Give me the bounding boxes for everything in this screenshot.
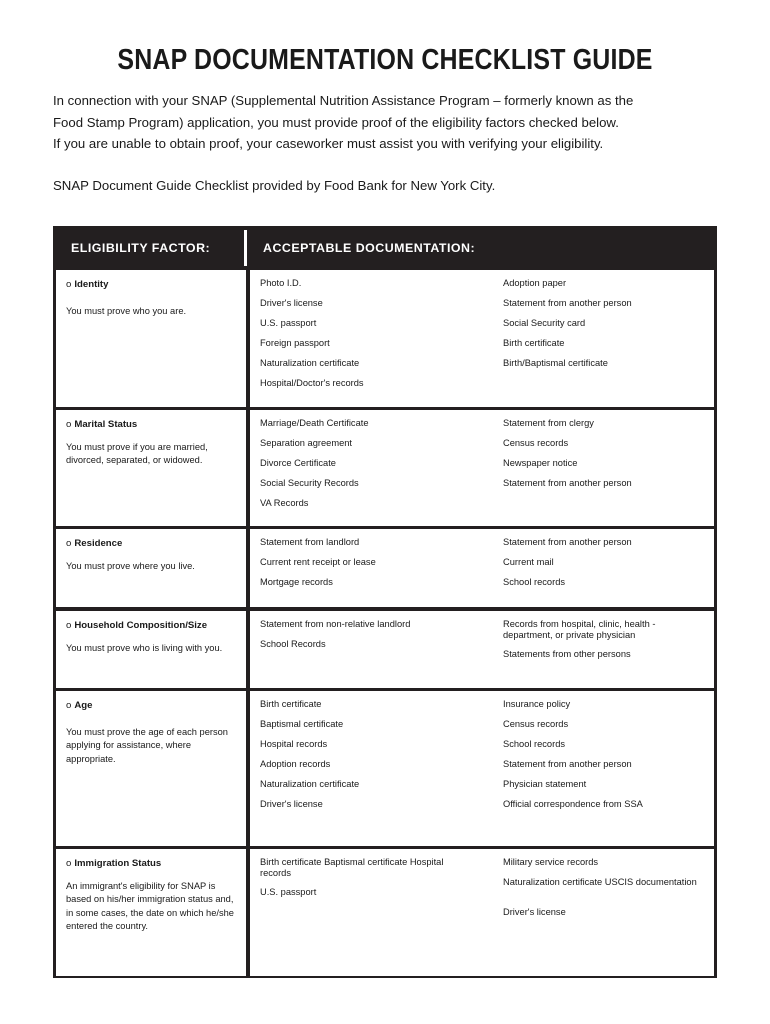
document-list-item: Statements from other persons (503, 649, 631, 659)
document-list-item: Social Security card (503, 318, 586, 328)
eligibility-factor-cell (56, 611, 246, 688)
acceptable-documentation-cell (250, 529, 714, 607)
document-list-item: Naturalization certificate (260, 779, 360, 789)
eligibility-factor-cell (56, 270, 246, 407)
document-list-item: Current mail (503, 557, 554, 567)
document-list-item: Statement from landlord (260, 537, 360, 547)
document-list-item: School Records (260, 639, 326, 649)
document-list-item: Insurance policy (503, 699, 571, 709)
header-acceptable-documentation: ACCEPTABLE DOCUMENTATION: (263, 241, 476, 255)
document-list-item: Newspaper notice (503, 458, 578, 468)
page-title: SNAP DOCUMENTATION CHECKLIST GUIDE (117, 44, 653, 76)
document-list-item: Census records (503, 438, 569, 448)
document-list-item: Records from hospital, clinic, health - department, or private physician (503, 619, 656, 640)
document-list-item: Census records (503, 719, 569, 729)
checkbox-bullet: o (66, 700, 72, 711)
factor-description: You must prove who is living with you. (66, 643, 223, 653)
document-list-item: Mortgage records (260, 577, 333, 587)
document-list-item: Birth/Baptismal certificate (503, 358, 608, 368)
checklist-item (66, 419, 137, 430)
document-list-item: Statement from non-relative landlord (260, 619, 411, 629)
intro-line: In connection with your SNAP (Supplemental Nutrition Assistance Program – formerly known as the (53, 93, 634, 108)
document-list-item: Foreign passport (260, 338, 330, 348)
eligibility-factor-cell (56, 529, 246, 607)
document-list-item: Marriage/Death Certificate (260, 418, 369, 428)
eligibility-factor-cell (56, 410, 246, 526)
document-list-item: Birth certificate (503, 338, 565, 348)
factor-name-text: Marital Status (74, 419, 138, 430)
document-list-item: VA Records (260, 498, 309, 508)
document-list-item: Driver's license (260, 298, 323, 308)
document-list-item: U.S. passport (260, 887, 317, 897)
checkbox-bullet: o (66, 419, 72, 430)
eligibility-factor-cell (56, 849, 246, 976)
header-divider (244, 230, 247, 266)
document-list-item: Photo I.D. (260, 278, 302, 288)
checkbox-bullet: o (66, 538, 72, 549)
document-list-item: Physician statement (503, 779, 587, 789)
document-list-item: Birth certificate Baptismal certificate Hospital records (260, 857, 444, 878)
document-list-item: Driver's license (260, 799, 323, 809)
factor-description: You must prove who you are. (66, 306, 187, 316)
checkbox-bullet: o (66, 620, 72, 631)
document-list-item: Social Security Records (260, 478, 359, 488)
document-list-item: Birth certificate (260, 699, 322, 709)
document-list-item: Statement from another person (503, 759, 632, 769)
document-list-item: Divorce Certificate (260, 458, 336, 468)
document-list-item: Baptismal certificate (260, 719, 344, 729)
document-list-item: Hospital records (260, 739, 328, 749)
acceptable-documentation-cell (250, 691, 714, 846)
document-list-item: Statement from another person (503, 298, 632, 308)
document-list-item: Adoption records (260, 759, 331, 769)
table-header (53, 226, 717, 268)
intro-paragraph (53, 90, 733, 155)
acceptable-documentation-cell (250, 611, 714, 688)
acceptable-documentation-cell (250, 410, 714, 526)
checklist-item (66, 538, 122, 549)
intro-line: Food Stamp Program) application, you must provide proof of the eligibility factors checked below. (53, 114, 619, 130)
factor-description: You must prove where you live. (66, 561, 195, 571)
checklist-item (66, 620, 207, 631)
factor-name-text: Residence (74, 538, 123, 549)
document-list-item: Statement from another person (503, 478, 632, 488)
document-list-item: Hospital/Doctor's records (260, 378, 364, 388)
factor-description: An immigrant's eligibility for SNAP is based on his/her immigration status and, in some cases, the date on which he/she entered the country. (66, 881, 234, 932)
factor-name-text: Household Composition/Size (74, 620, 208, 631)
checkbox-bullet: o (66, 279, 72, 290)
checklist-item (66, 700, 92, 711)
document-list-item: Separation agreement (260, 438, 352, 448)
document-list-item: Official correspondence from SSA (503, 799, 643, 809)
document-list-item: Military service records (503, 857, 599, 867)
factor-description: You must prove if you are married, divorced, separated, or widowed. (66, 442, 208, 466)
intro-line: If you are unable to obtain proof, your caseworker must assist you with verifying your eligibility. (53, 136, 604, 151)
document-list-item: School records (503, 577, 566, 587)
document-list-item: Statement from clergy (503, 418, 594, 428)
checklist-item (66, 279, 108, 290)
document-list-item: Current rent receipt or lease (260, 557, 376, 567)
document-list-item: School records (503, 739, 566, 749)
factor-description: You must prove the age of each person applying for assistance, where appropriate. (66, 727, 228, 764)
document-list-item: Driver's license (503, 907, 566, 917)
document-list-item: Adoption paper (503, 278, 567, 288)
document-list-item: Naturalization certificate USCIS documentation (503, 877, 697, 887)
acceptable-documentation-cell (250, 849, 714, 976)
eligibility-factor-cell (56, 691, 246, 846)
checklist-table (53, 226, 717, 978)
acceptable-documentation-cell (250, 270, 714, 407)
header-eligibility-factor: ELIGIBILITY FACTOR: (71, 241, 211, 255)
factor-name-text: Immigration Status (74, 858, 162, 869)
checkbox-bullet: o (66, 858, 72, 869)
factor-name-text: Identity (74, 279, 109, 290)
source-note: SNAP Document Guide Checklist provided by Food Bank for New York City. (53, 178, 496, 193)
document-list-item: Naturalization certificate (260, 358, 360, 368)
factor-name-text: Age (74, 700, 93, 711)
document-list-item: U.S. passport (260, 318, 317, 328)
checklist-item (66, 858, 161, 869)
document-list-item: Statement from another person (503, 537, 632, 547)
